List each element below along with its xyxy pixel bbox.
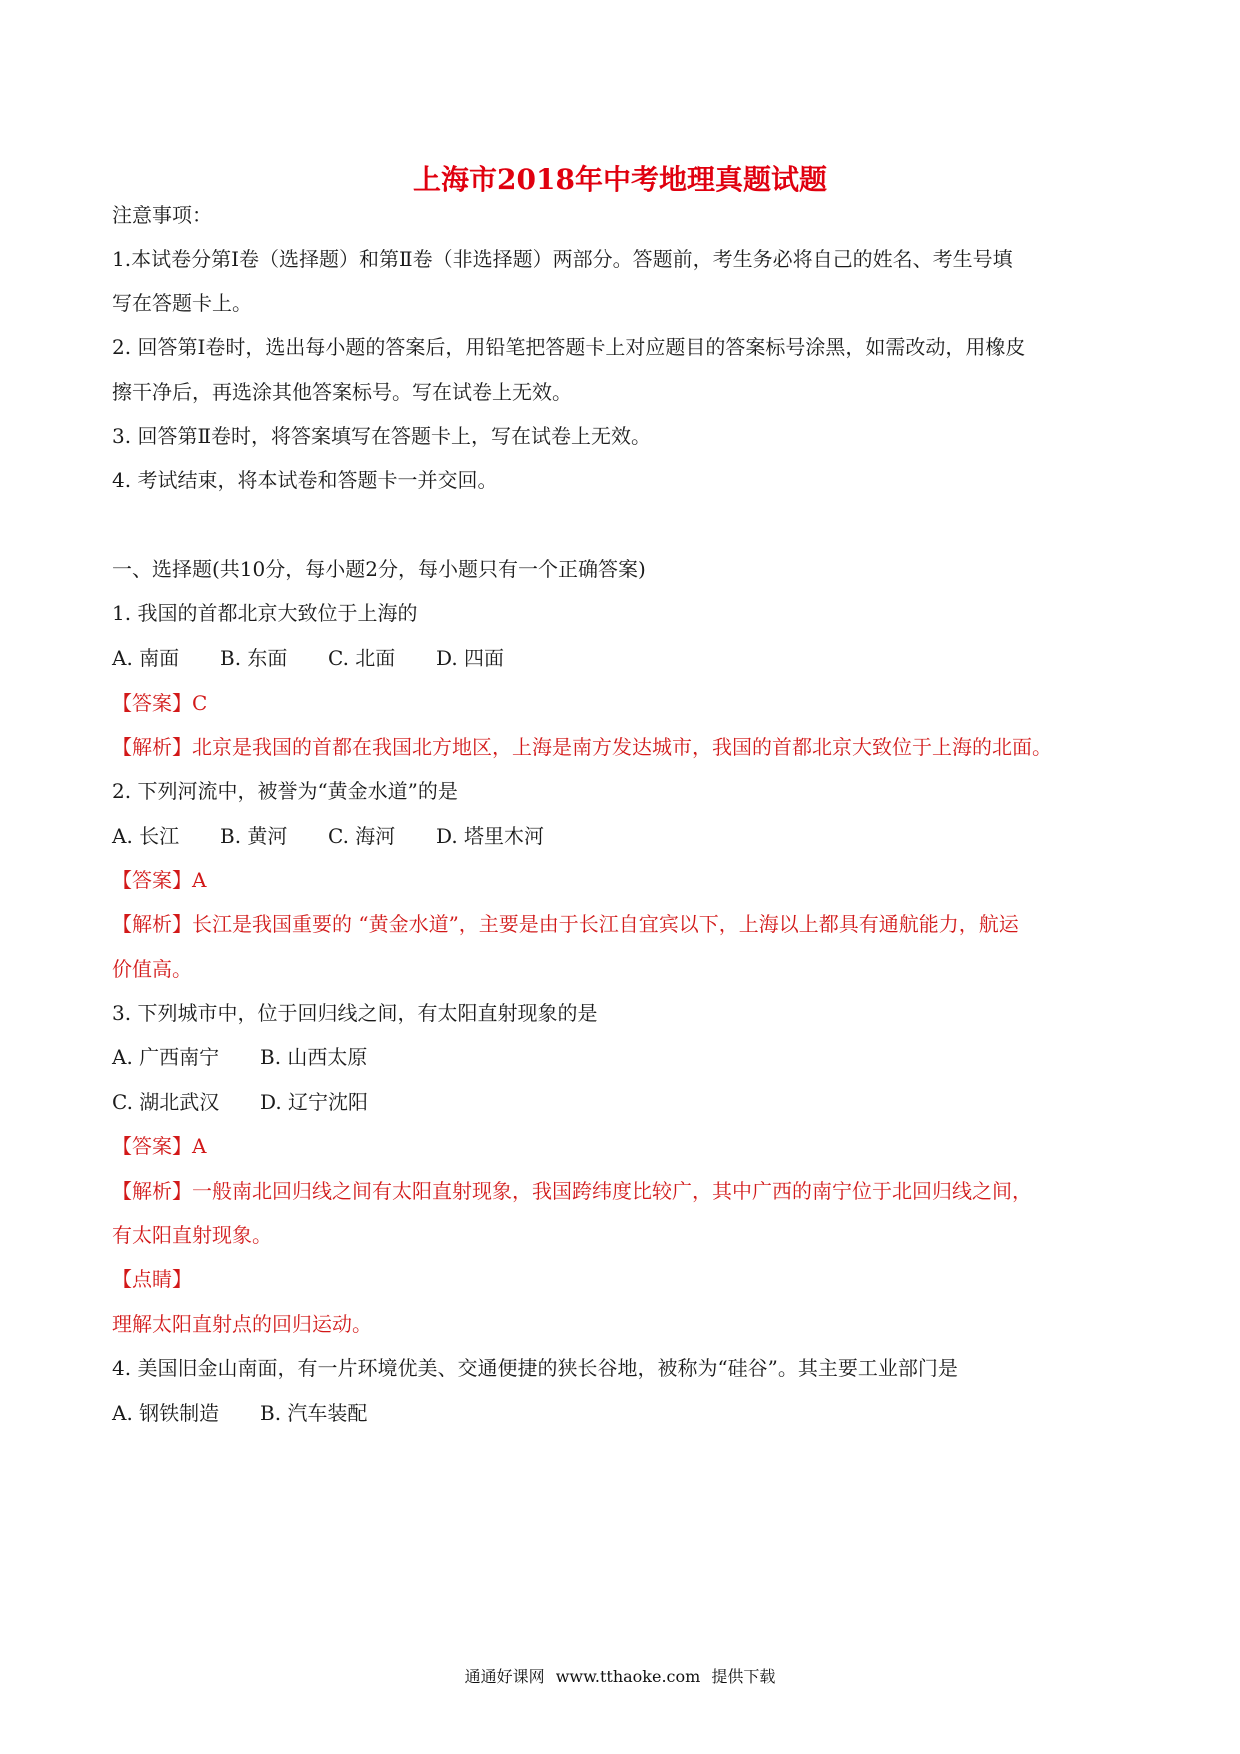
option-d: D. 塔里木河	[436, 824, 545, 848]
question-3-tip: 理解太阳直射点的回归运动。	[112, 1312, 372, 1336]
option-b: B. 山西太原	[260, 1045, 368, 1069]
question-3-options-row-1	[112, 1042, 367, 1072]
question-2-answer	[112, 865, 206, 895]
answer-value: A	[192, 1134, 207, 1158]
question-2-options	[112, 821, 544, 851]
answer-label: 【答案】	[112, 868, 192, 892]
page-title: 上海市2018年中考地理真题试题	[413, 163, 827, 196]
notice-heading: 注意事项：	[112, 203, 212, 227]
page-footer	[0, 1665, 1240, 1689]
analysis-text: 一般南北回归线之间有太阳直射现象，我国跨纬度比较广，其中广西的南宁位于北回归线之间，	[192, 1179, 1032, 1203]
question-3-analysis	[112, 1176, 1032, 1206]
option-d: D. 辽宁沈阳	[260, 1090, 369, 1114]
analysis-label: 【解析】	[112, 735, 192, 759]
notice-item-2: 2. 回答第Ⅰ卷时，选出每小题的答案后，用铅笔把答题卡上对应题目的答案标号涂黑，如需改动，用橡皮	[112, 335, 1026, 359]
question-2-stem: 2. 下列河流中，被誉为“黄金水道”的是	[112, 779, 458, 803]
question-1-answer	[112, 688, 207, 718]
option-a: A. 长江	[112, 824, 180, 848]
question-3-tip-label: 【点睛】	[112, 1267, 192, 1291]
question-4-options	[112, 1398, 367, 1428]
notice-item-1: 1.本试卷分第Ⅰ卷（选择题）和第Ⅱ卷（非选择题）两部分。答题前，考生务必将自己的姓名、考生号填	[112, 247, 1013, 271]
option-b: B. 东面	[220, 646, 288, 670]
question-3-options-row-2	[112, 1087, 368, 1117]
notice-item-3: 3. 回答第Ⅱ卷时，将答案填写在答题卡上，写在试卷上无效。	[112, 424, 652, 448]
option-b: B. 黄河	[220, 824, 288, 848]
question-1-analysis	[112, 732, 1052, 762]
option-a: A. 南面	[112, 646, 180, 670]
notice-item-4: 4. 考试结束，将本试卷和答题卡一并交回。	[112, 468, 498, 492]
option-c: C. 北面	[328, 646, 396, 670]
answer-value: A	[192, 868, 207, 892]
question-4-stem: 4. 美国旧金山南面，有一片环境优美、交通便捷的狭长谷地，被称为“硅谷”。其主要工业部门是	[112, 1356, 958, 1380]
option-d: D. 四面	[436, 646, 505, 670]
notice-item-1-cont: 写在答题卡上。	[112, 291, 252, 315]
footer-suffix: 提供下载	[711, 1667, 776, 1686]
section-heading: 一、选择题(共10分，每小题2分，每小题只有一个正确答案)	[112, 557, 646, 581]
analysis-label: 【解析】	[112, 912, 192, 936]
option-b: B. 汽车装配	[260, 1401, 368, 1425]
option-c: C. 湖北武汉	[112, 1090, 220, 1114]
analysis-label: 【解析】	[112, 1179, 192, 1203]
question-3-analysis-cont: 有太阳直射现象。	[112, 1223, 272, 1247]
option-a: A. 广西南宁	[112, 1045, 220, 1069]
question-3-stem: 3. 下列城市中，位于回归线之间，有太阳直射现象的是	[112, 1001, 598, 1025]
question-3-answer	[112, 1131, 206, 1161]
notice-item-2-cont: 擦干净后，再选涂其他答案标号。写在试卷上无效。	[112, 380, 572, 404]
analysis-text: 长江是我国重要的 “黄金水道”，主要是由于长江自宜宾以下，上海以上都具有通航能力，航运	[192, 912, 1019, 936]
question-1-options	[112, 643, 504, 673]
option-c: C. 海河	[328, 824, 396, 848]
question-1-stem: 1. 我国的首都北京大致位于上海的	[112, 601, 418, 625]
answer-label: 【答案】	[112, 1134, 192, 1158]
answer-value: C	[192, 691, 208, 715]
question-2-analysis-cont: 价值高。	[112, 957, 192, 981]
analysis-text: 北京是我国的首都在我国北方地区，上海是南方发达城市，我国的首都北京大致位于上海的北面。	[192, 735, 1052, 759]
footer-site-name: 通通好课网	[464, 1667, 545, 1686]
footer-url[interactable]: www.tthaoke.com	[555, 1667, 701, 1686]
question-2-analysis	[112, 909, 1019, 939]
option-a: A. 钢铁制造	[112, 1401, 220, 1425]
answer-label: 【答案】	[112, 691, 192, 715]
